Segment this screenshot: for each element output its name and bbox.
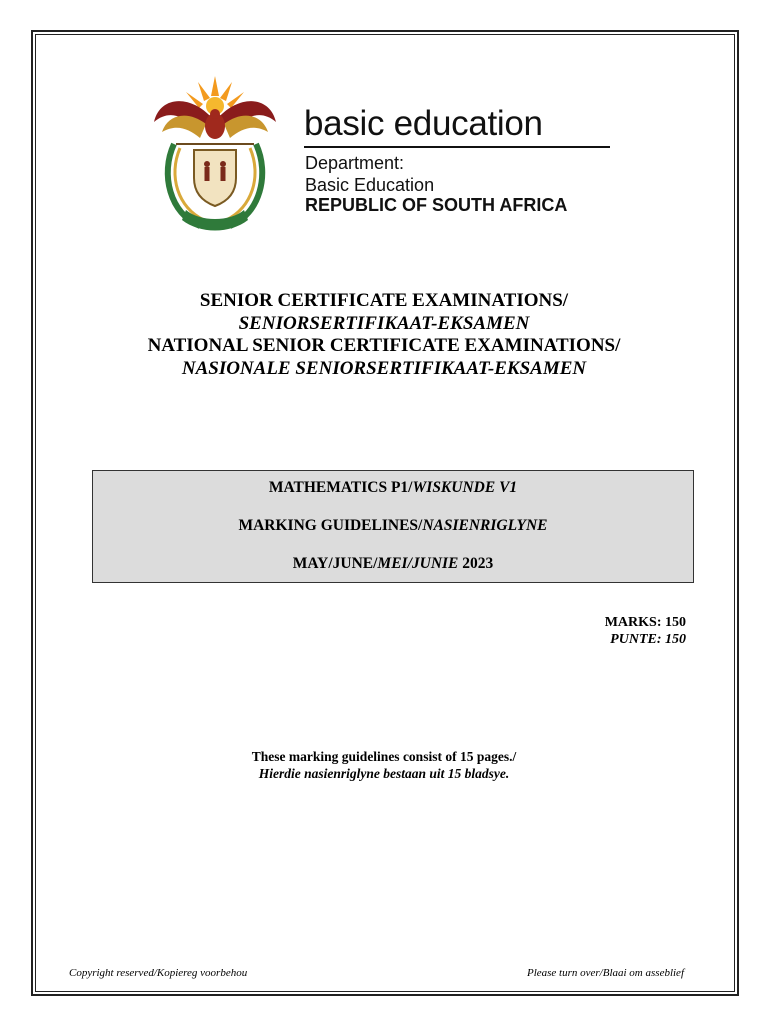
marks-en: MARKS: 150 (604, 615, 686, 630)
exam-title-af-1: SENIORSERTIFIKAAT-EKSAMEN (238, 312, 530, 334)
session-af: MEI/JUNIE (377, 555, 459, 572)
department-label: Department: (305, 153, 405, 173)
session-year: 2023 (458, 555, 494, 572)
country-name: REPUBLIC OF SOUTH AFRICA (305, 195, 568, 215)
subject-en: MATHEMATICS P1/ (268, 479, 413, 496)
brand-divider (304, 146, 610, 148)
page-count-en: These marking guidelines consist of 15 pages./ (251, 749, 517, 764)
guidelines-en: MARKING GUIDELINES/ (238, 517, 423, 534)
coat-of-arms-icon (150, 74, 280, 234)
exam-title-en-1: SENIOR CERTIFICATE EXAMINATIONS/ (199, 290, 569, 311)
session-en: MAY/JUNE/ (292, 555, 378, 572)
subject-af: WISKUNDE V1 (412, 479, 518, 496)
footer-turn-over: Please turn over/Blaai om asseblief (526, 967, 684, 979)
subject-box (92, 470, 694, 583)
footer-copyright: Copyright reserved/Kopiereg voorbehou (69, 967, 248, 979)
page-count-note (60, 748, 708, 782)
brand-title: basic education (304, 104, 543, 143)
marks-block (605, 614, 686, 648)
session-line (93, 555, 693, 573)
department-name: Basic Education (305, 175, 435, 195)
marks-af: PUNTE: 150 (610, 632, 686, 647)
subject-line (93, 479, 693, 497)
exam-title-block (60, 290, 708, 380)
page-count-af: Hierdie nasienriglyne bestaan uit 15 bladsye. (258, 766, 510, 781)
exam-title-af-2: NASIONALE SENIORSERTIFIKAAT-EKSAMEN (181, 357, 587, 379)
guidelines-line (93, 517, 693, 535)
department-logo (140, 68, 618, 240)
guidelines-af: NASIENRIGLYNE (422, 517, 548, 534)
exam-title-en-2: NATIONAL SENIOR CERTIFICATE EXAMINATIONS/ (147, 335, 621, 356)
